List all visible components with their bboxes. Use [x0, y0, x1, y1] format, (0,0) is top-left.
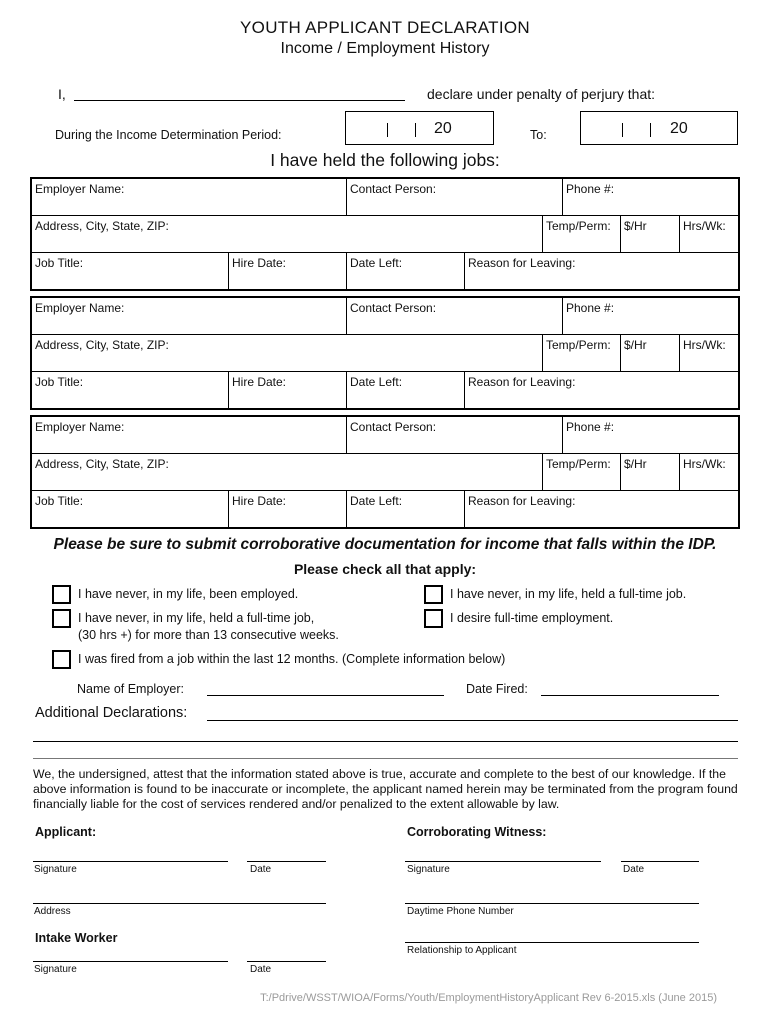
contact-person-label: Contact Person: [350, 420, 437, 434]
section-divider [33, 758, 738, 759]
rate-field[interactable] [620, 454, 679, 490]
employer-name-field[interactable] [32, 179, 346, 215]
hire-date-field[interactable] [228, 372, 346, 408]
job-title-label: Job Title: [35, 256, 84, 270]
witness-date-line[interactable] [621, 861, 699, 862]
date-left-field[interactable] [346, 491, 464, 527]
never-fulltime-label: I have never, in my life, held a full-time job. [450, 587, 687, 601]
date-left-field[interactable] [346, 372, 464, 408]
hours-label: Hrs/Wk: [683, 219, 726, 233]
hire-date-field[interactable] [228, 491, 346, 527]
reason-leaving-field[interactable] [464, 491, 738, 527]
job-title-field[interactable] [32, 253, 228, 289]
never-fulltime-13wk-checkbox[interactable] [52, 609, 71, 628]
employer-name-label: Employer Name: [35, 182, 125, 196]
period-start-year: 20 [434, 120, 452, 137]
address-label: Address, City, State, ZIP: [35, 219, 169, 233]
period-start-box[interactable] [345, 111, 494, 145]
fired-employer-line[interactable] [207, 695, 444, 696]
applicant-signature-label: Signature [34, 864, 77, 875]
employer-name-field[interactable] [32, 298, 346, 334]
employer-block-2 [30, 296, 740, 410]
temp-perm-field[interactable] [542, 335, 620, 371]
employer-name-label: Employer Name: [35, 420, 125, 434]
hours-field[interactable] [679, 335, 738, 371]
witness-heading: Corroborating Witness: [407, 825, 547, 839]
reason-leaving-label: Reason for Leaving: [468, 375, 576, 389]
date-left-label: Date Left: [350, 256, 403, 270]
applicant-address-label: Address [34, 906, 71, 917]
desire-fulltime-label: I desire full-time employment. [450, 611, 614, 625]
witness-signature-line[interactable] [405, 861, 601, 862]
contact-person-label: Contact Person: [350, 182, 437, 196]
never-employed-checkbox[interactable] [52, 585, 71, 604]
phone-label: Phone #: [566, 182, 615, 196]
date-left-label: Date Left: [350, 494, 403, 508]
period-end-divider-2 [650, 123, 651, 137]
reason-leaving-label: Reason for Leaving: [468, 494, 576, 508]
period-end-divider-1 [622, 123, 623, 137]
intake-signature-line[interactable] [33, 961, 228, 962]
contact-person-field[interactable] [346, 417, 562, 453]
phone-label: Phone #: [566, 420, 615, 434]
temp-perm-label: Temp/Perm: [546, 457, 611, 471]
relationship-line[interactable] [405, 942, 699, 943]
intake-signature-label: Signature [34, 964, 77, 975]
witness-date-label: Date [623, 864, 645, 875]
job-title-label: Job Title: [35, 494, 84, 508]
employer-name-field[interactable] [32, 417, 346, 453]
address-label: Address, City, State, ZIP: [35, 338, 169, 352]
applicant-name-line[interactable] [74, 100, 405, 101]
hire-date-label: Hire Date: [232, 256, 287, 270]
hours-label: Hrs/Wk: [683, 457, 726, 471]
period-to-label: To: [530, 128, 547, 142]
phone-field[interactable] [562, 298, 738, 334]
address-field[interactable] [32, 335, 542, 371]
applicant-address-line[interactable] [33, 903, 326, 904]
address-field[interactable] [32, 454, 542, 490]
rate-label: $/Hr [624, 457, 647, 471]
period-end-year: 20 [670, 120, 688, 137]
hours-field[interactable] [679, 216, 738, 252]
never-fulltime-13wk-label-1: I have never, in my life, held a full-time job, [78, 611, 315, 625]
temp-perm-field[interactable] [542, 454, 620, 490]
rate-field[interactable] [620, 335, 679, 371]
phone-field[interactable] [562, 417, 738, 453]
date-left-label: Date Left: [350, 375, 403, 389]
temp-perm-label: Temp/Perm: [546, 219, 611, 233]
address-label: Address, City, State, ZIP: [35, 457, 169, 471]
never-employed-label: I have never, in my life, been employed. [78, 587, 299, 601]
declaration-suffix: declare under penalty of perjury that: [427, 86, 656, 102]
declaration-prefix: I, [58, 86, 66, 102]
never-fulltime-checkbox[interactable] [424, 585, 443, 604]
check-all-heading: Please check all that apply: [293, 561, 477, 577]
job-title-label: Job Title: [35, 375, 84, 389]
witness-signature-label: Signature [407, 864, 450, 875]
desire-fulltime-checkbox[interactable] [424, 609, 443, 628]
hours-label: Hrs/Wk: [683, 338, 726, 352]
witness-phone-label: Daytime Phone Number [407, 906, 514, 917]
hours-field[interactable] [679, 454, 738, 490]
attestation-text: We, the undersigned, attest that the information stated above is true, accurate and complete to the best of our knowledge. If the above information is found to be inaccurate or incomplete, the applicant named herein may be terminated from the program found financially liable for the cost of services rendered and/or penalized to the extent allowable by law. [33, 767, 738, 811]
intake-date-line[interactable] [247, 961, 326, 962]
intake-worker-heading: Intake Worker [35, 931, 118, 945]
employer-block-1 [30, 177, 740, 291]
phone-field[interactable] [562, 179, 738, 215]
period-label: During the Income Determination Period: [55, 128, 282, 142]
employer-block-3 [30, 415, 740, 529]
rate-label: $/Hr [624, 338, 647, 352]
relationship-label: Relationship to Applicant [407, 945, 517, 956]
form-title: YOUTH APPLICANT DECLARATION [240, 18, 530, 37]
file-path-footer: T:/Pdrive/WSST/WIOA/Forms/Youth/EmploymentHistoryApplicant Rev 6-2015.xls (June 2015) [260, 992, 717, 1004]
witness-phone-line[interactable] [405, 903, 699, 904]
hire-date-label: Hire Date: [232, 494, 287, 508]
additional-line-1[interactable] [207, 720, 738, 721]
applicant-signature-line[interactable] [33, 861, 228, 862]
hire-date-field[interactable] [228, 253, 346, 289]
hire-date-label: Hire Date: [232, 375, 287, 389]
contact-person-field[interactable] [346, 179, 562, 215]
never-fulltime-13wk-label-2: (30 hrs +) for more than 13 consecutive weeks. [78, 628, 339, 642]
reason-leaving-label: Reason for Leaving: [468, 256, 576, 270]
applicant-heading: Applicant: [35, 825, 97, 839]
intake-date-label: Date [250, 964, 272, 975]
reason-leaving-field[interactable] [464, 253, 738, 289]
additional-line-2[interactable] [33, 741, 738, 742]
period-start-divider-2 [415, 123, 416, 137]
rate-label: $/Hr [624, 219, 647, 233]
reason-leaving-field[interactable] [464, 372, 738, 408]
date-fired-label: Date Fired: [466, 682, 528, 696]
contact-person-label: Contact Person: [350, 301, 437, 315]
applicant-date-line[interactable] [247, 861, 326, 862]
contact-person-field[interactable] [346, 298, 562, 334]
fired-employer-label: Name of Employer: [77, 682, 184, 696]
fired-label: I was fired from a job within the last 12 months. (Complete information below) [78, 652, 506, 666]
rate-field[interactable] [620, 216, 679, 252]
date-left-field[interactable] [346, 253, 464, 289]
address-field[interactable] [32, 216, 542, 252]
jobs-heading: I have held the following jobs: [270, 150, 500, 170]
date-fired-line[interactable] [541, 695, 719, 696]
additional-declarations-label: Additional Declarations: [35, 705, 188, 721]
temp-perm-label: Temp/Perm: [546, 338, 611, 352]
period-start-divider-1 [387, 123, 388, 137]
applicant-date-label: Date [250, 864, 272, 875]
employer-name-label: Employer Name: [35, 301, 125, 315]
job-title-field[interactable] [32, 372, 228, 408]
form-subtitle: Income / Employment History [280, 40, 490, 57]
period-end-box[interactable] [580, 111, 738, 145]
temp-perm-field[interactable] [542, 216, 620, 252]
job-title-field[interactable] [32, 491, 228, 527]
phone-label: Phone #: [566, 301, 615, 315]
documentation-notice: Please be sure to submit corroborative documentation for income that falls within the IDP. [53, 536, 717, 553]
fired-checkbox[interactable] [52, 650, 71, 669]
